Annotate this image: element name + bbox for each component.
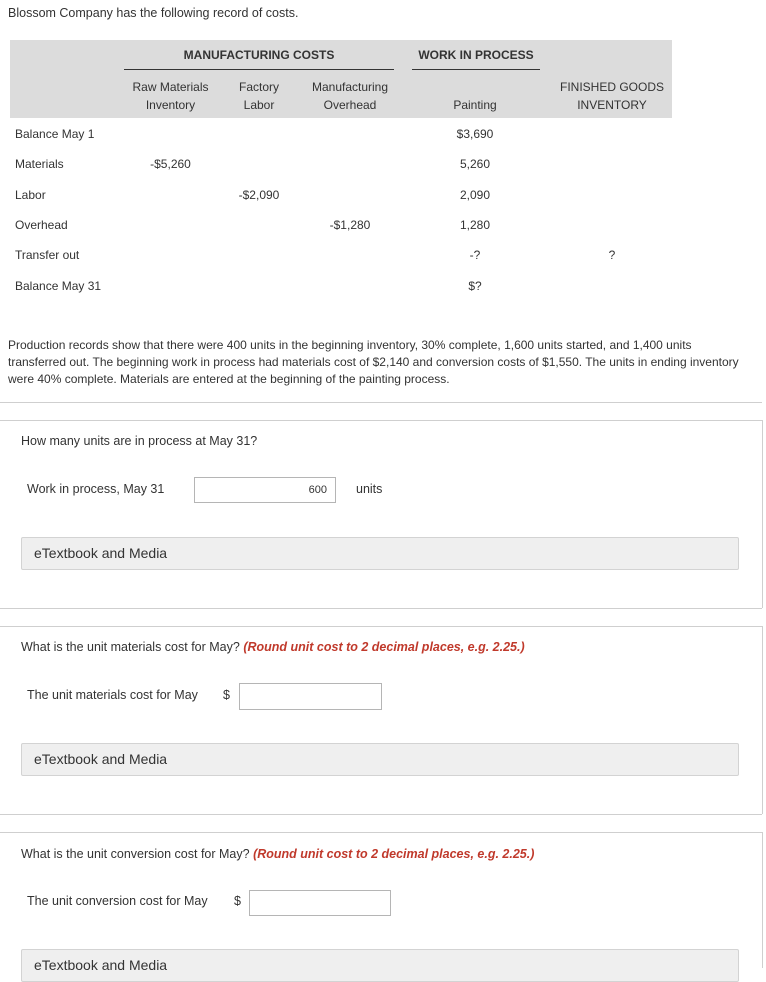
- painting-header: Painting: [453, 98, 497, 112]
- problem-intro: Blossom Company has the following record of costs.: [8, 6, 299, 20]
- q3-rounding-hint: (Round unit cost to 2 decimal places, e.g. 2.25.): [253, 847, 535, 861]
- q3-currency-symbol: $: [234, 894, 241, 908]
- factory-labor-labor: -$2,090: [238, 188, 280, 202]
- problem-paragraph: Production records show that there were 400 units in the beginning inventory, 30% complete, 1,600 units started, and 1,400 units transferred out. The beginning work in process had materials cost of $2,140 and conversion costs of $1,550. The units in ending inventory were 40% complete. Materials are entered at the beginning of the painting process.: [8, 338, 739, 386]
- question-2-text: What is the unit materials cost for May? (Round unit cost to 2 decimal places, e.g. 2.25.): [21, 640, 525, 654]
- work-in-process-underline: [412, 69, 540, 70]
- row-label-balance-may31: Balance May 31: [15, 279, 102, 293]
- row-label-transfer-out: Transfer out: [15, 248, 80, 262]
- panel-border: [762, 420, 763, 608]
- painting-transfer-out: -?: [469, 248, 481, 262]
- manufacturing-overhead-header: Manufacturing Overhead: [311, 80, 389, 112]
- panel-border: [762, 626, 763, 814]
- panel-border: [762, 832, 763, 968]
- row-label-overhead: Overhead: [15, 218, 68, 232]
- raw-materials-header: Raw Materials Inventory: [132, 80, 209, 112]
- finished-goods-transfer-out: ?: [608, 248, 616, 262]
- panel-divider: [0, 814, 762, 815]
- painting-overhead: 1,280: [459, 218, 491, 232]
- panel-divider: [0, 608, 762, 609]
- q1-field-label: Work in process, May 31: [27, 482, 165, 496]
- panel-divider: [0, 402, 762, 403]
- row-label-balance-may1: Balance May 1: [15, 127, 95, 141]
- etextbook-media-button[interactable]: eTextbook and Media: [21, 949, 739, 982]
- panel-divider: [0, 832, 762, 833]
- row-label-materials: Materials: [15, 157, 64, 171]
- panel-divider: [0, 420, 762, 421]
- panel-divider: [0, 626, 762, 627]
- mfg-overhead-overhead: -$1,280: [329, 218, 371, 232]
- question-1-text: How many units are in process at May 31?: [21, 434, 258, 448]
- q2-rounding-hint: (Round unit cost to 2 decimal places, e.g. 2.25.): [243, 640, 525, 654]
- q1-unit-label: units: [356, 482, 383, 496]
- etextbook-media-button[interactable]: eTextbook and Media: [21, 537, 739, 570]
- raw-materials-materials: -$5,260: [150, 157, 191, 171]
- finished-goods-header: FINISHED GOODS INVENTORY: [559, 80, 664, 112]
- painting-labor: 2,090: [459, 188, 491, 202]
- question-3-text: What is the unit conversion cost for May? (Round unit cost to 2 decimal places, e.g. 2.25.): [21, 847, 535, 861]
- painting-materials: 5,260: [459, 157, 491, 171]
- unit-materials-cost-input[interactable]: [239, 683, 382, 710]
- manufacturing-costs-underline: [124, 69, 394, 70]
- work-in-process-units-input[interactable]: 600: [194, 477, 336, 503]
- painting-balance-may1: $3,690: [456, 127, 494, 141]
- painting-balance-may31: $?: [468, 279, 482, 293]
- factory-labor-header: Factory Labor: [238, 80, 279, 112]
- q2-currency-symbol: $: [223, 688, 230, 702]
- q2-field-label: The unit materials cost for May: [27, 688, 198, 702]
- unit-conversion-cost-input[interactable]: [249, 890, 391, 916]
- manufacturing-costs-header: MANUFACTURING COSTS: [183, 48, 335, 62]
- q3-field-label: The unit conversion cost for May: [27, 894, 208, 908]
- work-in-process-header: WORK IN PROCESS: [418, 48, 534, 62]
- etextbook-media-button[interactable]: eTextbook and Media: [21, 743, 739, 776]
- row-label-labor: Labor: [15, 188, 46, 202]
